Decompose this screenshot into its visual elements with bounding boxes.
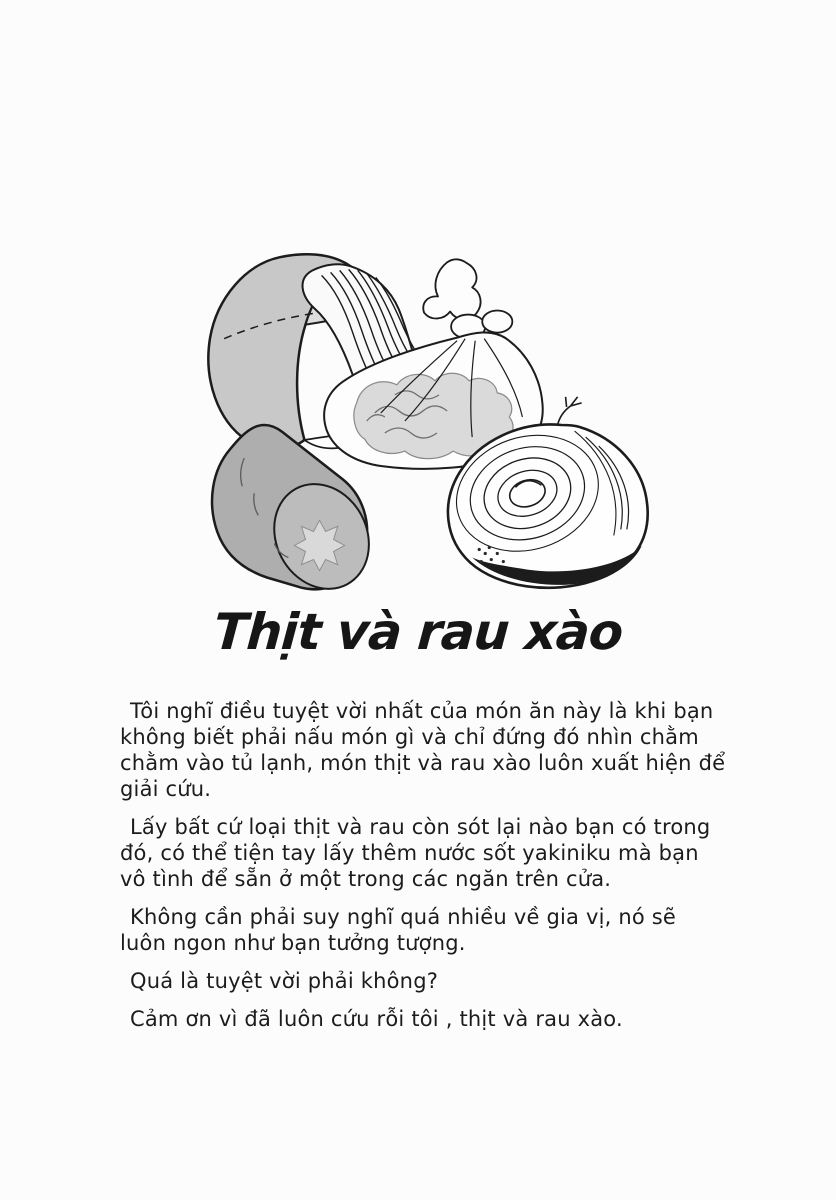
ingredients-illustration (184, 242, 670, 610)
recipe-title: Thịt và rau xào (211, 603, 625, 661)
paragraph-1: Tôi nghĩ điều tuyệt vời nhất của món ăn này là khi bạn không biết phải nấu món gì và chỉ đứng đó nhìn chằm chằm vào tủ lạnh, món thịt và rau xào luôn xuất hiện để giải cứu. (120, 699, 726, 801)
paragraph-4: Quá là tuyệt vời phải không? (130, 969, 439, 993)
body-text (120, 698, 728, 1044)
paragraph-3: Không cần phải suy nghĩ quá nhiều về gia vị, nó sẽ luôn ngon như bạn tưởng tượng. (120, 905, 677, 955)
paragraph-5: Cảm ơn vì đã luôn cứu rỗi tôi , thịt và rau xào. (130, 1007, 623, 1031)
paragraph-2: Lấy bất cứ loại thịt và rau còn sót lại nào bạn có trong đó, có thể tiện tay lấy thêm nước sốt yakiniku mà bạn vô tình để sẵn ở một trong các ngăn trên cửa. (120, 815, 711, 891)
